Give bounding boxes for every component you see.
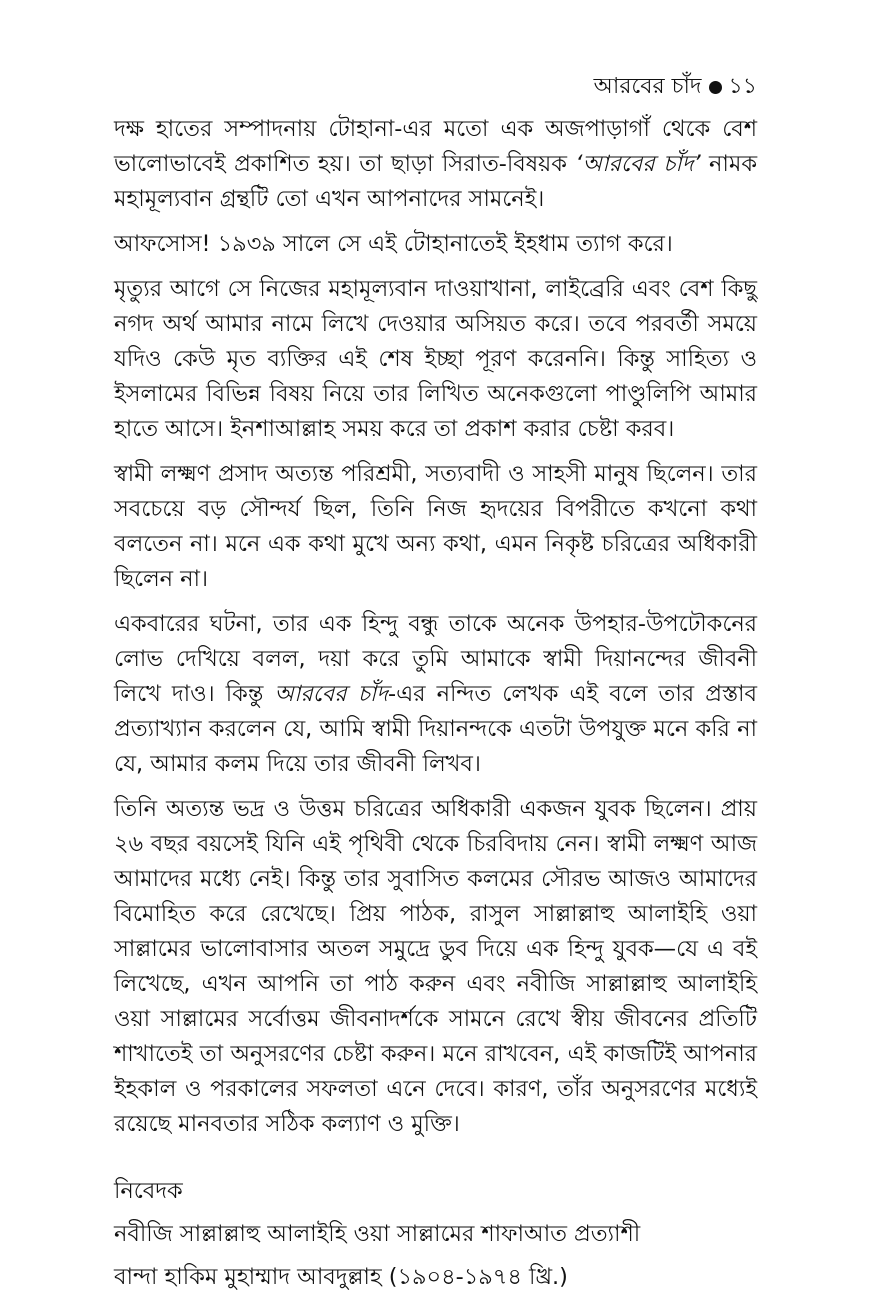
running-head-title: আরবের চাঁদ <box>593 74 702 99</box>
body-text <box>114 112 757 1142</box>
page-number: ১১ <box>728 74 757 99</box>
paragraph-6: তিনি অত্যন্ত ভদ্র ও উত্তম চরিত্রের অধিকারী একজন যুবক ছিলেন। প্রায় ২৬ বছর বয়সেই যিনি এই পৃথিবী থেকে চিরবিদায় নেন। স্বামী লক্ষ্মণ আজ আমাদের মধ্যে নেই। কিন্তু তার সুবাসিত কলমের সৌরভ আজও আমাদের বিমোহিত করে রেখেছে। প্রিয় পাঠক, রাসুল সাল্লাল্লাহু আলাইহি ওয়া সাল্লামের ভালোবাসার অতল সমুদ্রে ডুব দিয়ে এক হিন্দু যুবক—যে এ বই লিখেছে, এখন আপনি তা পাঠ করুন এবং নবীজি সাল্লাল্লাহু আলাইহি ওয়া সাল্লামের সর্বোত্তম জীবনাদর্শকে সামনে রেখে স্বীয় জীবনের প্রতিটি শাখাতেই তা অনুসরণের চেষ্টা করুন। মনে রাখবেন, এই কাজটিই আপনার ইহকাল ও পরকালের সফলতা এনে দেবে। কারণ, তাঁর অনুসরণের মধ্যেই রয়েছে মানবতার সঠিক কল্যাণ ও মুক্তি। <box>114 796 757 1137</box>
paragraph-4: স্বামী লক্ষ্মণ প্রসাদ অত্যন্ত পরিশ্রমী, সত্যবাদী ও সাহসী মানুষ ছিলেন। তার সবচেয়ে বড় সৌন্দর্য ছিল, তিনি নিজ হৃদয়ের বিপরীতে কখনো কথা বলতেন না। মনে এক কথা মুখে অন্য কথা, এমন নিকৃষ্ট চরিত্রের অধিকারী ছিলেন না। <box>114 461 757 592</box>
paragraph-5: একবারের ঘটনা, তার এক হিন্দু বন্ধু তাকে অনেক উপহার-উপঢৌকনের লোভ দেখিয়ে বলল, দয়া করে তুমি আমাকে স্বামী দিয়ানন্দের জীবনী লিখে দাও। কিন্তু আরবের চাঁদ-এর নন্দিত লেখক এই বলে তার প্রস্তাব প্রত্যাখ্যান করলেন যে, আমি স্বামী দিয়ানন্দকে এতটা উপযুক্ত মনে করি না যে, আমার কলম দিয়ে তার জীবনী লিখব। <box>114 611 758 777</box>
paragraph-2: আফসোস! ১৯৩৯ সালে সে এই টোহানাতেই ইহধাম ত্যাগ করে। <box>114 231 673 257</box>
paragraph-3: মৃত্যুর আগে সে নিজের মহামূল্যবান দাওয়াখানা, লাইব্রেরি এবং বেশ কিছু নগদ অর্থ আমার নামে লিখে দেওয়ার অসিয়ত করে। তবে পরবর্তী সময়ে যদিও কেউ মৃত ব্যক্তির এই শেষ ইচ্ছা পূরণ করেননি। কিন্তু সাহিত্য ও ইসলামের বিভিন্ন বিষয় নিয়ে তার লিখিত অনেকগুলো পাণ্ডুলিপি আমার হাতে আসে। ইনশাআল্লাহ সময় করে তা প্রকাশ করার চেষ্টা করব। <box>114 276 757 442</box>
book-title-emphasis: আরবের চাঁদ <box>274 681 389 707</box>
running-head <box>114 72 757 102</box>
signoff-label: নিবেদক <box>114 1178 183 1204</box>
signoff-line-1: নবীজি সাল্লাল্লাহু আলাইহি ওয়া সাল্লামের শাফাআত প্রত্যাশী <box>114 1221 641 1247</box>
paragraph-1: দক্ষ হাতের সম্পাদনায় টোহানা-এর মতো এক অজপাড়াগাঁ থেকে বেশ ভালোভাবেই প্রকাশিত হয়। তা ছাড়া সিরাত-বিষয়ক ‘আরবের চাঁদ’ নামক মহামূল্যবান গ্রন্থটি তো এখন আপনাদের সামনেই। <box>114 116 757 212</box>
signoff <box>114 1174 757 1295</box>
book-title-emphasis: ‘আরবের চাঁদ’ <box>575 151 701 177</box>
bullet-dot-icon <box>709 81 722 94</box>
signoff-line-2: বান্দা হাকিম মুহাম্মাদ আবদুল্লাহ (১৯০৪-১৯৭৪ খ্রি.) <box>114 1264 568 1290</box>
